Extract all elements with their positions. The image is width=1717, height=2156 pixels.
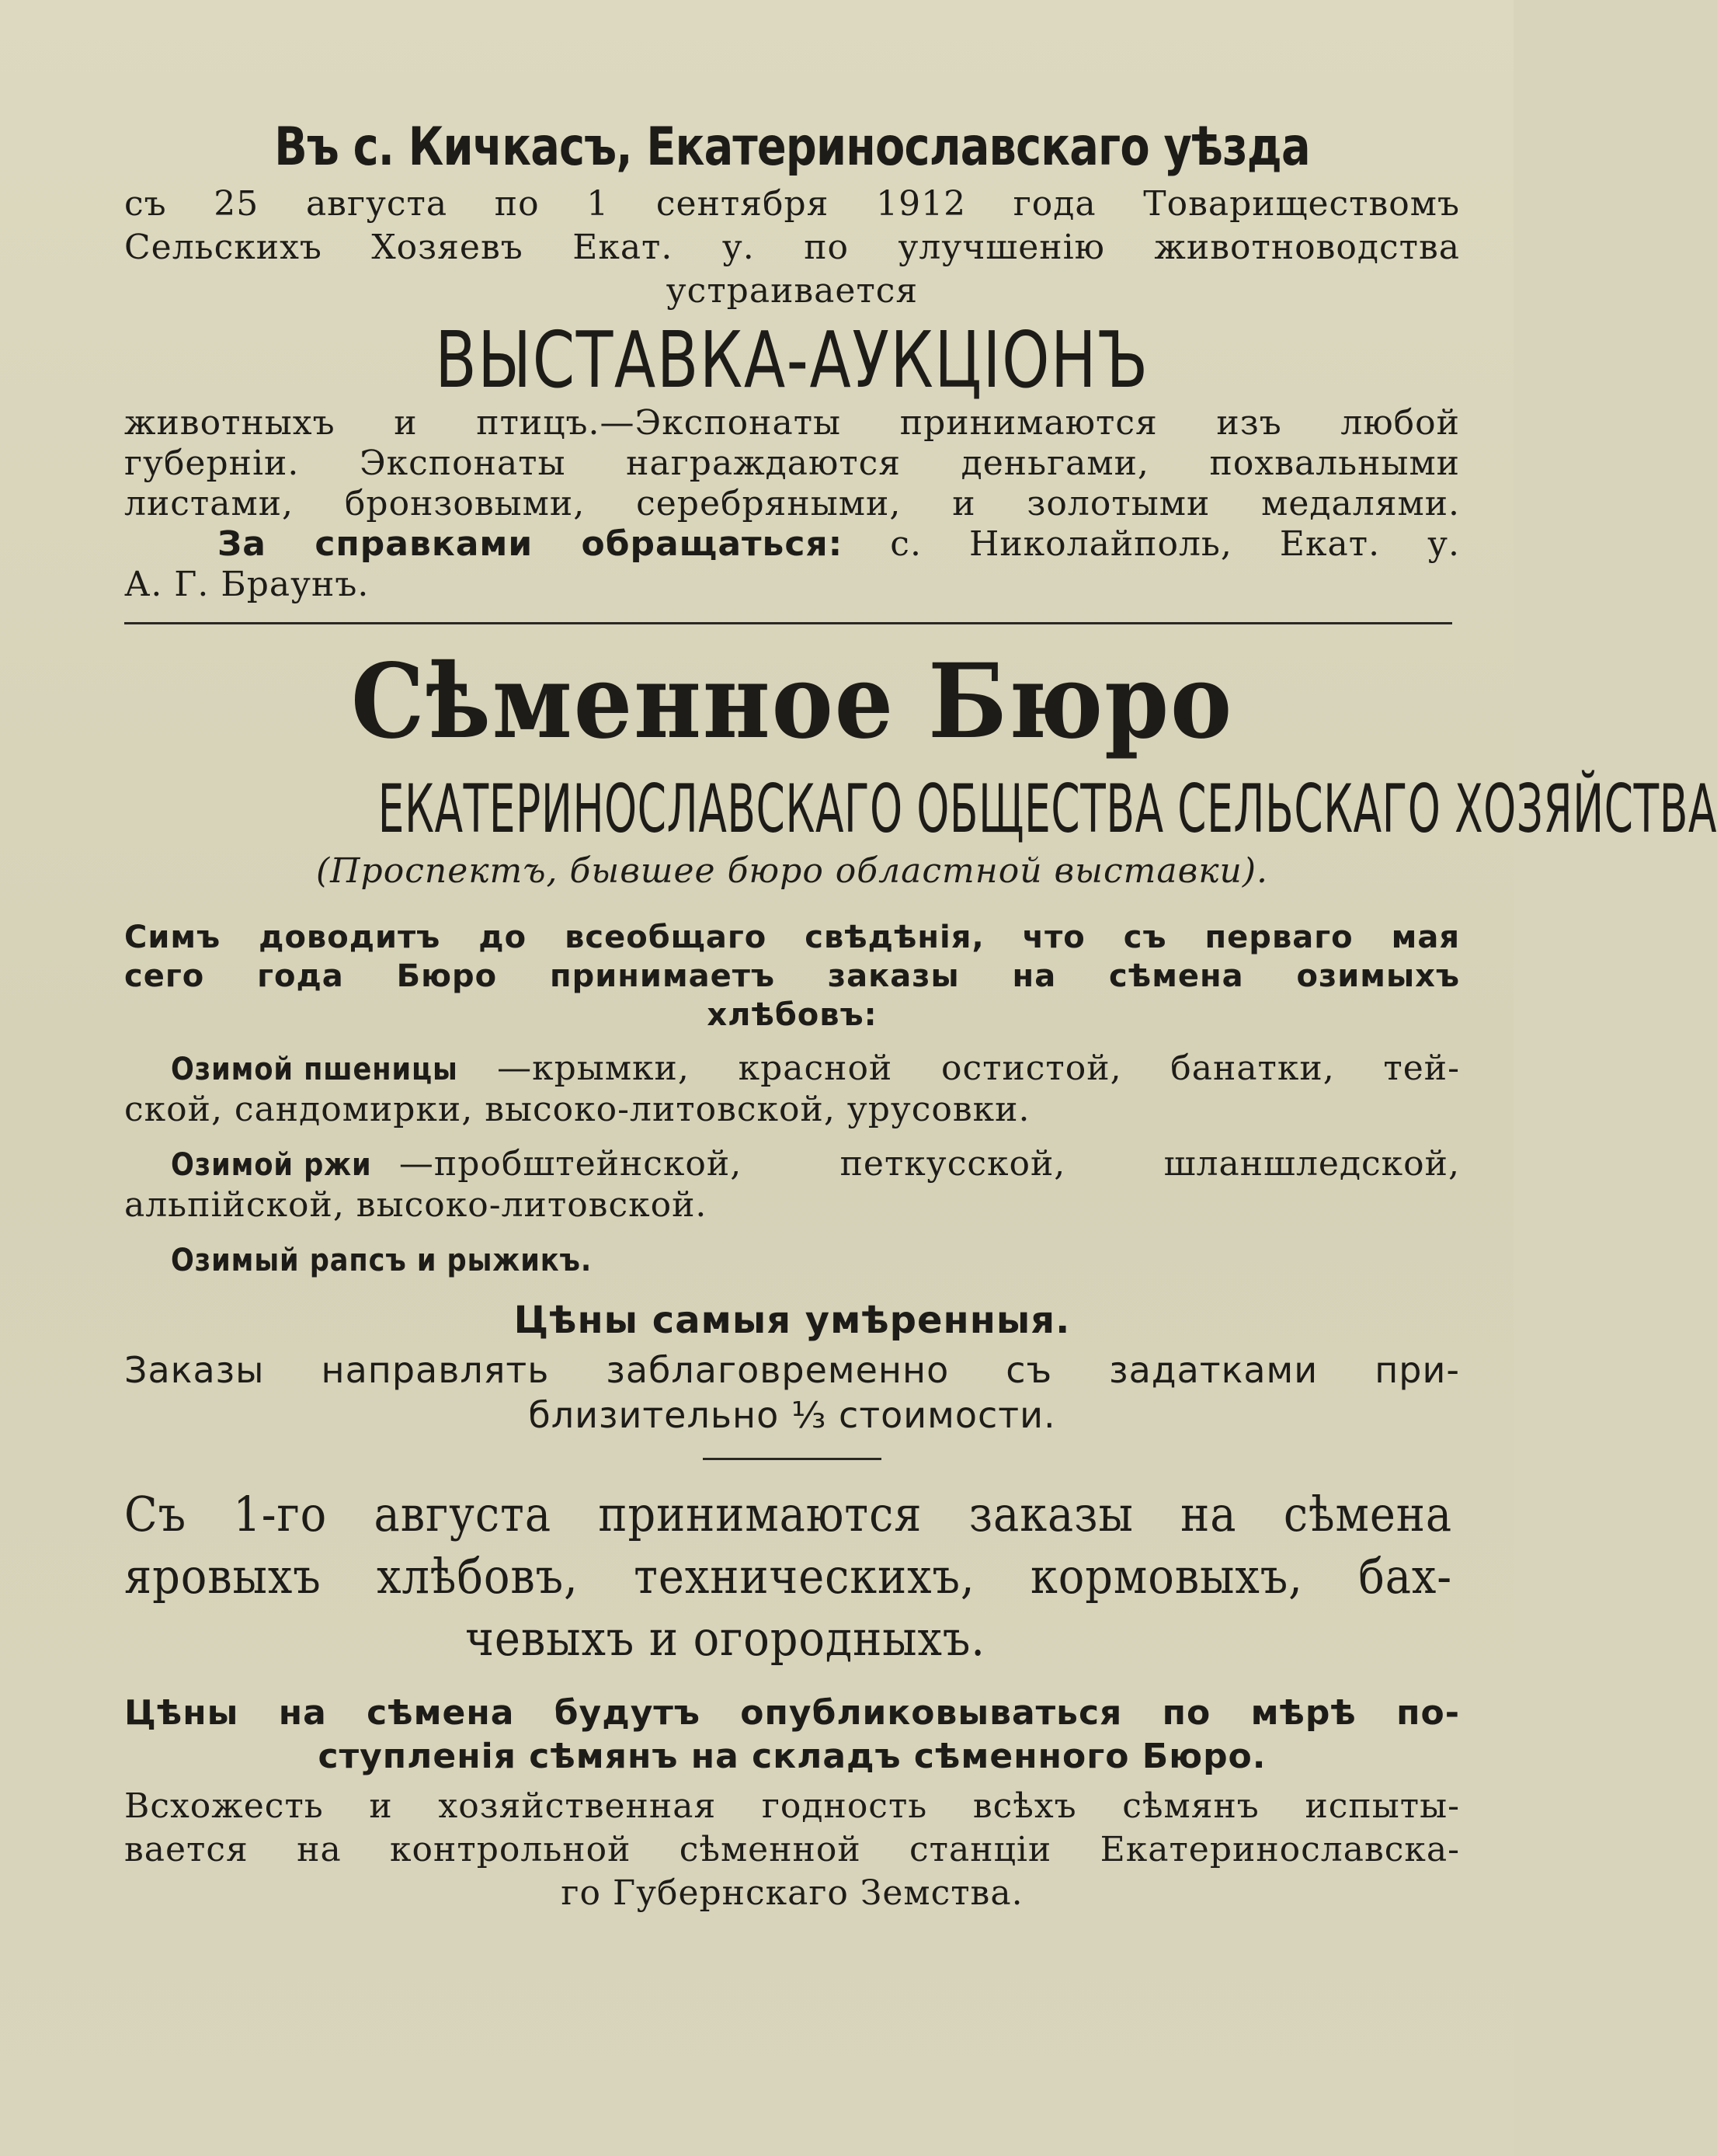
item-winter-rape: Озимый рапсъ и рыжикъ. [171, 1243, 593, 1278]
bureau-subtitle: (Проспектъ, бывшее бюро областной выставки). [316, 851, 1268, 891]
ad1-contact-name: А. Г. Браунъ. [124, 565, 370, 604]
item-winter-wheat: Озимой пшеницы —крымки, красной остистой, банатки, тей- [171, 1048, 1460, 1088]
price-publication-note: Цѣны на сѣмена будутъ опубликовываться по мѣрѣ по- ступленія сѣмянъ на складъ сѣменного Бюро. [124, 1693, 1460, 1776]
divider-rule [124, 622, 1452, 624]
ad-seed-bureau [124, 640, 1717, 1915]
item-winter-rye: Озимой ржи —пробштейнской, петкусской, шланшледской, [171, 1144, 1460, 1184]
society-name: ЕКАТЕРИНОСЛАВСКАГО ОБЩЕСТВА СЕЛЬСКАГО ХОЗЯЙСТВА [377, 770, 1717, 848]
ad1-dates-line: съ 25 августа по 1 сентября 1912 года Товариществомъ [124, 184, 1460, 224]
august-orders: Съ 1-го августа принимаются заказы на сѣмена яровыхъ хлѣбовъ, техническихъ, кормовыхъ, бах- чевыхъ и огородныхъ. [124, 1486, 1452, 1667]
ad1-headline: ВЫСТАВКА-АУКЦІОНЪ [435, 315, 1149, 405]
short-divider [703, 1458, 881, 1460]
ad1-body: животныхъ и птицъ.—Экспонаты принимаются изъ любой губерніи. Экспонаты награждаются деньгами, похвальными листами, бронзовыми, серебряными, и золотыми медалями. За справками обращаться: с. Николайполь, Екат. у. А. Г. Браунъ. [124, 403, 1460, 604]
ad1-inquiries: За справками обращаться: с. Николайполь, Екат. у. [217, 524, 1460, 564]
item-winter-wheat-cont: ской, сандомирки, высоко-литовской, урусовки. [124, 1090, 1031, 1129]
ad1-organizer-line: Сельскихъ Хозяевъ Екат. у. по улучшенію животноводства [124, 228, 1460, 267]
ad-exhibition-auction [124, 116, 1460, 605]
orders-advance: Заказы направлять заблаговременно съ задатками при- близительно ⅓ стоимости. [124, 1349, 1460, 1436]
announcement: Симъ доводитъ до всеобщаго свѣдѣнія, что съ перваго мая сего года Бюро принимаетъ заказы на сѣмена озимыхъ хлѣбовъ: [124, 920, 1460, 1033]
prices-moderate: Цѣны самыя умѣренныя. [513, 1299, 1071, 1342]
ad1-organized-line: устраивается [666, 271, 919, 311]
germination-note: Всхожесть и хозяйственная годность всѣхъ сѣмянъ испыты- вается на контрольной сѣменной станціи Екатеринославска- го Губернскаго Земства. [124, 1786, 1460, 1913]
item-winter-rye-cont: альпійской, высоко-литовской. [124, 1185, 707, 1225]
ad1-title: Въ с. Кичкасъ, Екатеринославскаго уѣзда [274, 116, 1310, 178]
bureau-title: Сѣменное Бюро [351, 642, 1233, 762]
